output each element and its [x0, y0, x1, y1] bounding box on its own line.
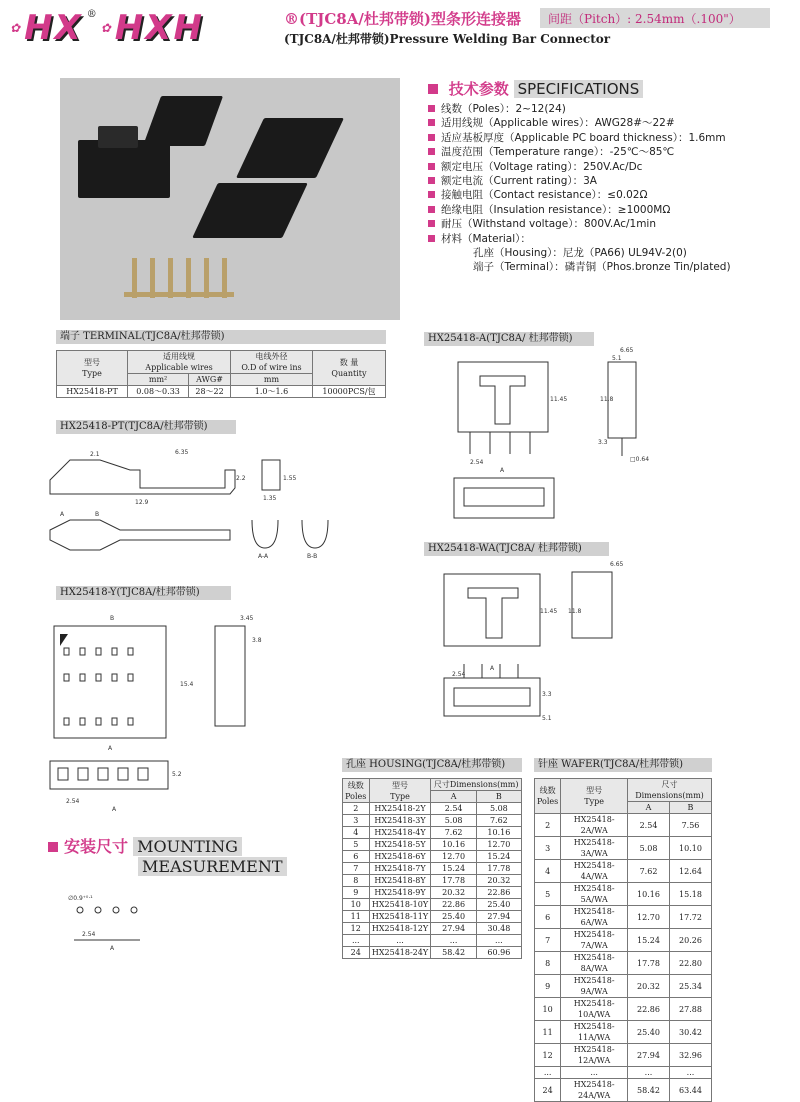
svg-text:□0.64: □0.64: [630, 456, 650, 463]
table-row: [343, 911, 522, 923]
bullet-icon: [428, 148, 435, 155]
svg-text:A: A: [110, 945, 115, 952]
table-cell: 17.72: [669, 906, 711, 929]
table-cell: 20.26: [669, 929, 711, 952]
svg-text:6.35: 6.35: [175, 449, 189, 456]
table-row: [343, 863, 522, 875]
table-row: [535, 929, 712, 952]
table-cell: 20.32: [476, 875, 521, 887]
table-cell: HX25418-9A/WA: [561, 975, 628, 998]
svg-text:2.1: 2.1: [90, 451, 100, 458]
svg-text:A: A: [60, 511, 65, 518]
table-row: [535, 860, 712, 883]
table-cell: 25.40: [431, 911, 476, 923]
table-cell: 27.94: [476, 911, 521, 923]
table-row: [343, 923, 522, 935]
table-cell: HX25418-8Y: [369, 875, 431, 887]
table-row: [343, 935, 522, 947]
spec-material-housing: 孔座（Housing）：尼龙（PA66) UL94V-2(0): [473, 247, 687, 260]
table-cell: 3: [343, 815, 370, 827]
bullet-icon: [428, 119, 435, 126]
wafer-a-drawing: [440, 346, 700, 536]
svg-text:A: A: [490, 665, 495, 672]
pt-caption: HX25418-PT(TJC8A/杜邦带锁): [56, 420, 236, 434]
mounting-heading: 安装尺寸 MOUNTING MEASUREMENT: [48, 834, 287, 876]
table-cell: 32.96: [669, 1044, 711, 1067]
registered-mark: ®: [86, 8, 97, 20]
terminal-drawing: [40, 440, 340, 580]
page-title: ®(TJC8A/杜邦带锁)型条形连接器: [284, 10, 521, 28]
bullet-icon: [428, 163, 435, 170]
svg-text:2.54: 2.54: [470, 459, 484, 466]
logo-hx: HX: [24, 8, 83, 48]
housing-table: 线数 Poles 型号 Type 尺寸Dimensions(mm) A B 2 HX25418-2Y 2.54 5.08 3 HX25418-3Y 5.08 7.62 4 HX25418-4Y 7.62 10.16 5 HX25418-5Y 10.16 12.70 6 HX25418-6Y 12.70 15.24 7 HX25418-7Y 15.24 17.78 8 HX25418-8Y 17.78 20.32 9 HX25418-9Y 20.32 22.86 10 HX25418-10Y 22.86 25.40 11 HX25418-11Y 25.40 27.94 12 HX25418-12Y 27.94 30.48 ... ... ... ... 24 HX25418-24Y 58.42 60.96: [342, 778, 522, 959]
table-cell: 6: [343, 851, 370, 863]
table-cell: 58.42: [628, 1079, 670, 1102]
table-row: [535, 975, 712, 998]
terminal-caption: 端子 TERMINAL(TJC8A/杜邦带锁): [56, 330, 386, 344]
col-od: 电线外径 O.D of wire ins: [231, 351, 313, 374]
table-cell: HX25418-6A/WA: [561, 906, 628, 929]
svg-text:B-B: B-B: [307, 553, 318, 560]
mounting-drawing: [60, 890, 170, 960]
table-cell: 22.86: [628, 998, 670, 1021]
table-cell: 9: [343, 887, 370, 899]
spec-item: 材料（Material）：: [428, 232, 731, 246]
table-cell: ...: [535, 1067, 561, 1079]
spec-material-terminal: 端子（Terminal）：磷青铜（Phos.bronze Tin/plated): [473, 261, 731, 274]
table-cell: 58.42: [431, 947, 476, 959]
bullet-icon: [428, 134, 435, 141]
table-cell: 8: [535, 952, 561, 975]
table-row: [343, 899, 522, 911]
svg-text:B: B: [95, 511, 100, 518]
svg-text:A: A: [112, 806, 117, 813]
logo-hxh: HXH: [114, 8, 204, 48]
table-cell: 22.80: [669, 952, 711, 975]
table-cell: HX25418-24Y: [369, 947, 431, 959]
table-cell: 20.32: [431, 887, 476, 899]
svg-text:2.54: 2.54: [82, 931, 96, 938]
table-row: [535, 906, 712, 929]
table-cell: HX25418-10Y: [369, 899, 431, 911]
svg-text:∅0.9⁺⁰·¹: ∅0.9⁺⁰·¹: [68, 895, 93, 902]
svg-text:2.54: 2.54: [66, 798, 80, 805]
col-type: 型号 Type: [57, 351, 128, 386]
wa-caption: HX25418-WA(TJC8A/ 杜邦带锁): [424, 542, 609, 556]
bullet-icon: [428, 191, 435, 198]
svg-text:3.8: 3.8: [252, 637, 262, 644]
table-cell: HX25418-5A/WA: [561, 883, 628, 906]
table-row: [343, 803, 522, 815]
table-row: [535, 998, 712, 1021]
specs-heading: 技术参数 SPECIFICATIONS: [428, 78, 643, 99]
table-cell: 11: [535, 1021, 561, 1044]
table-cell: HX25418-2A/WA: [561, 814, 628, 837]
page-subtitle: (TJC8A/杜邦带锁)Pressure Welding Bar Connector: [284, 32, 611, 46]
bullet-icon: [428, 235, 435, 242]
svg-text:A: A: [500, 467, 505, 474]
wafer-wa-drawing: [430, 558, 690, 748]
table-cell: 25.40: [628, 1021, 670, 1044]
table-row: [535, 952, 712, 975]
table-cell: 2.54: [628, 814, 670, 837]
table-cell: 7.62: [628, 860, 670, 883]
bullet-icon: [428, 220, 435, 227]
svg-text:A-A: A-A: [258, 553, 269, 560]
specs-list: [428, 102, 731, 275]
table-cell: 15.24: [476, 851, 521, 863]
wafer-caption: 针座 WAFER(TJC8A/杜邦带锁): [534, 758, 712, 772]
table-cell: 6: [535, 906, 561, 929]
table-cell: HX25418-5Y: [369, 839, 431, 851]
table-cell: 25.40: [476, 899, 521, 911]
table-cell: HX25418-3A/WA: [561, 837, 628, 860]
table-cell: 7.62: [476, 815, 521, 827]
table-cell: 15.24: [628, 929, 670, 952]
a-caption: HX25418-A(TJC8A/ 杜邦带锁): [424, 332, 594, 346]
table-cell: 12: [535, 1044, 561, 1067]
table-row: [343, 827, 522, 839]
product-photo: [60, 78, 400, 320]
table-cell: 10: [343, 899, 370, 911]
table-row: [343, 839, 522, 851]
table-row: [343, 875, 522, 887]
table-cell: 4: [535, 860, 561, 883]
table-cell: 2.54: [431, 803, 476, 815]
table-cell: 4: [343, 827, 370, 839]
bullet-icon: [428, 177, 435, 184]
table-cell: HX25418-6Y: [369, 851, 431, 863]
svg-text:11.45: 11.45: [540, 608, 558, 615]
table-row: [343, 851, 522, 863]
table-cell: HX25418-2Y: [369, 803, 431, 815]
table-cell: 17.78: [431, 875, 476, 887]
svg-text:12.9: 12.9: [135, 499, 149, 506]
table-cell: 5: [343, 839, 370, 851]
table-cell: HX25418-7Y: [369, 863, 431, 875]
svg-text:15.4: 15.4: [180, 681, 194, 688]
table-row: [343, 947, 522, 959]
table-cell: HX25418-10A/WA: [561, 998, 628, 1021]
bullet-icon: [428, 206, 435, 213]
svg-text:11.8: 11.8: [600, 396, 614, 403]
table-cell: 12.70: [628, 906, 670, 929]
spec-item: 适应基板厚度（Applicable PC board thickness）：1.6mm: [428, 131, 731, 145]
table-cell: 2: [535, 814, 561, 837]
svg-text:5.2: 5.2: [172, 771, 182, 778]
pitch-badge: 间距（Pitch）: 2.54mm（.100"）: [540, 8, 770, 28]
table-cell: 25.34: [669, 975, 711, 998]
table-row: [343, 887, 522, 899]
svg-text:11.45: 11.45: [550, 396, 568, 403]
housing-drawing: [40, 606, 300, 816]
table-cell: ...: [628, 1067, 670, 1079]
table-cell: 12: [343, 923, 370, 935]
table-cell: 22.86: [476, 887, 521, 899]
table-cell: 10.16: [431, 839, 476, 851]
table-cell: 3: [535, 837, 561, 860]
table-row: HX25418-PT 0.08～0.33 28～22 1.0～1.6 10000PCS/包: [57, 386, 386, 398]
table-cell: 5.08: [476, 803, 521, 815]
svg-text:2.2: 2.2: [236, 475, 246, 482]
table-cell: 20.32: [628, 975, 670, 998]
table-cell: ...: [669, 1067, 711, 1079]
table-cell: 63.44: [669, 1079, 711, 1102]
housing-caption: 孔座 HOUSING(TJC8A/杜邦带锁): [342, 758, 522, 772]
svg-text:2.54: 2.54: [452, 671, 466, 678]
svg-text:3.3: 3.3: [598, 439, 608, 446]
table-cell: 15.24: [431, 863, 476, 875]
table-cell: HX25418-4A/WA: [561, 860, 628, 883]
table-cell: ...: [369, 935, 431, 947]
table-cell: 7.62: [431, 827, 476, 839]
bullet-icon: [48, 842, 58, 852]
table-cell: 27.94: [628, 1044, 670, 1067]
table-cell: 9: [535, 975, 561, 998]
table-row: [535, 1021, 712, 1044]
table-cell: 10.16: [628, 883, 670, 906]
table-cell: 10.10: [669, 837, 711, 860]
table-cell: 22.86: [431, 899, 476, 911]
table-cell: HX25418-11A/WA: [561, 1021, 628, 1044]
svg-text:5.1: 5.1: [542, 715, 552, 722]
table-row: [535, 814, 712, 837]
table-cell: 5.08: [431, 815, 476, 827]
spec-item: 温度范围（Temperature range）：-25℃～85℃: [428, 145, 731, 159]
table-row: [535, 1079, 712, 1102]
table-cell: HX25418-12A/WA: [561, 1044, 628, 1067]
svg-text:B: B: [110, 615, 115, 622]
table-cell: ...: [343, 935, 370, 947]
table-cell: 8: [343, 875, 370, 887]
bullet-icon: [428, 84, 438, 94]
spec-item: 绝缘电阻（Insulation resistance）：≥1000MΩ: [428, 203, 731, 217]
table-cell: 7: [535, 929, 561, 952]
y-caption: HX25418-Y(TJC8A/杜邦带锁): [56, 586, 231, 600]
table-cell: 7.56: [669, 814, 711, 837]
col-wires: 适用线规 Applicable wires: [128, 351, 231, 374]
svg-text:3.45: 3.45: [240, 615, 254, 622]
table-cell: 7: [343, 863, 370, 875]
table-cell: HX25418-24A/WA: [561, 1079, 628, 1102]
table-cell: HX25418-7A/WA: [561, 929, 628, 952]
table-row: [535, 1067, 712, 1079]
bullet-icon: [428, 105, 435, 112]
table-cell: 2: [343, 803, 370, 815]
table-cell: 27.94: [431, 923, 476, 935]
table-cell: 30.48: [476, 923, 521, 935]
table-cell: 11: [343, 911, 370, 923]
svg-text:11.8: 11.8: [568, 608, 582, 615]
spec-item: 接触电阻（Contact resistance）：≤0.02Ω: [428, 188, 731, 202]
table-cell: HX25418-11Y: [369, 911, 431, 923]
table-cell: HX25418-8A/WA: [561, 952, 628, 975]
brand-logo: ✿ HX ® ✿ HXH: [10, 8, 204, 48]
table-cell: HX25418-12Y: [369, 923, 431, 935]
table-cell: ...: [431, 935, 476, 947]
table-cell: 15.18: [669, 883, 711, 906]
svg-text:1.35: 1.35: [263, 495, 277, 502]
table-cell: HX25418-4Y: [369, 827, 431, 839]
table-cell: 5: [535, 883, 561, 906]
table-cell: 60.96: [476, 947, 521, 959]
table-row: [343, 815, 522, 827]
table-cell: 5.08: [628, 837, 670, 860]
svg-text:1.55: 1.55: [283, 475, 297, 482]
table-cell: 17.78: [476, 863, 521, 875]
table-cell: 27.88: [669, 998, 711, 1021]
table-row: [535, 1044, 712, 1067]
table-cell: HX25418-3Y: [369, 815, 431, 827]
spec-item: 额定电压（Voltage rating）：250V.Ac/Dc: [428, 160, 731, 174]
table-cell: 24: [535, 1079, 561, 1102]
table-cell: 10: [535, 998, 561, 1021]
col-qty: 数 量 Quantity: [312, 351, 385, 386]
table-cell: 24: [343, 947, 370, 959]
spec-item: 适用线规（Applicable wires）：AWG28#～22#: [428, 116, 731, 130]
table-cell: HX25418-9Y: [369, 887, 431, 899]
spec-item: 额定电流（Current rating）：3A: [428, 174, 731, 188]
spec-item: 耐压（Withstand voltage）：800V.Ac/1min: [428, 217, 731, 231]
svg-text:6.65: 6.65: [610, 561, 624, 568]
svg-text:3.3: 3.3: [542, 691, 552, 698]
terminal-table: 型号 Type 适用线规 Applicable wires 电线外径 O.D of wire ins 数 量 Quantity mm² AWG# mm HX25418-PT 0.08～0.33 28～22 1.0～1.6 10000PCS/包: [56, 350, 386, 398]
svg-text:6.65: 6.65: [620, 347, 634, 354]
table-row: [535, 883, 712, 906]
table-cell: 10.16: [476, 827, 521, 839]
table-row: [535, 837, 712, 860]
table-cell: 17.78: [628, 952, 670, 975]
table-cell: 12.64: [669, 860, 711, 883]
svg-text:5.1: 5.1: [612, 355, 622, 362]
svg-text:A: A: [108, 745, 113, 752]
wafer-table: 线数 Poles 型号 Type 尺寸Dimensions(mm) A B 2 HX25418-2A/WA 2.54 7.56 3 HX25418-3A/WA 5.08 10.10 4 HX25418-4A/WA 7.62 12.64 5 HX25418-5A/WA 10.16 15.18 6 HX25418-6A/WA 12.70 17.72 7 HX25418-7A/WA 15.24 20.26 8 HX25418-8A/WA 17.78 22.80 9 HX25418-9A/WA 20.32 25.34 10 HX25418-10A/WA 22.86 27.88 11 HX25418-11A/WA 25.40 30.42 12 HX25418-12A/WA 27.94 32.96 ... ... ... ... 24 HX25418-24A/WA 58.42 63.44: [534, 778, 712, 1102]
table-cell: 12.70: [431, 851, 476, 863]
table-cell: ...: [561, 1067, 628, 1079]
table-cell: 12.70: [476, 839, 521, 851]
table-cell: 30.42: [669, 1021, 711, 1044]
table-cell: ...: [476, 935, 521, 947]
spec-item: 线数（Poles）：2~12(24): [428, 102, 731, 116]
